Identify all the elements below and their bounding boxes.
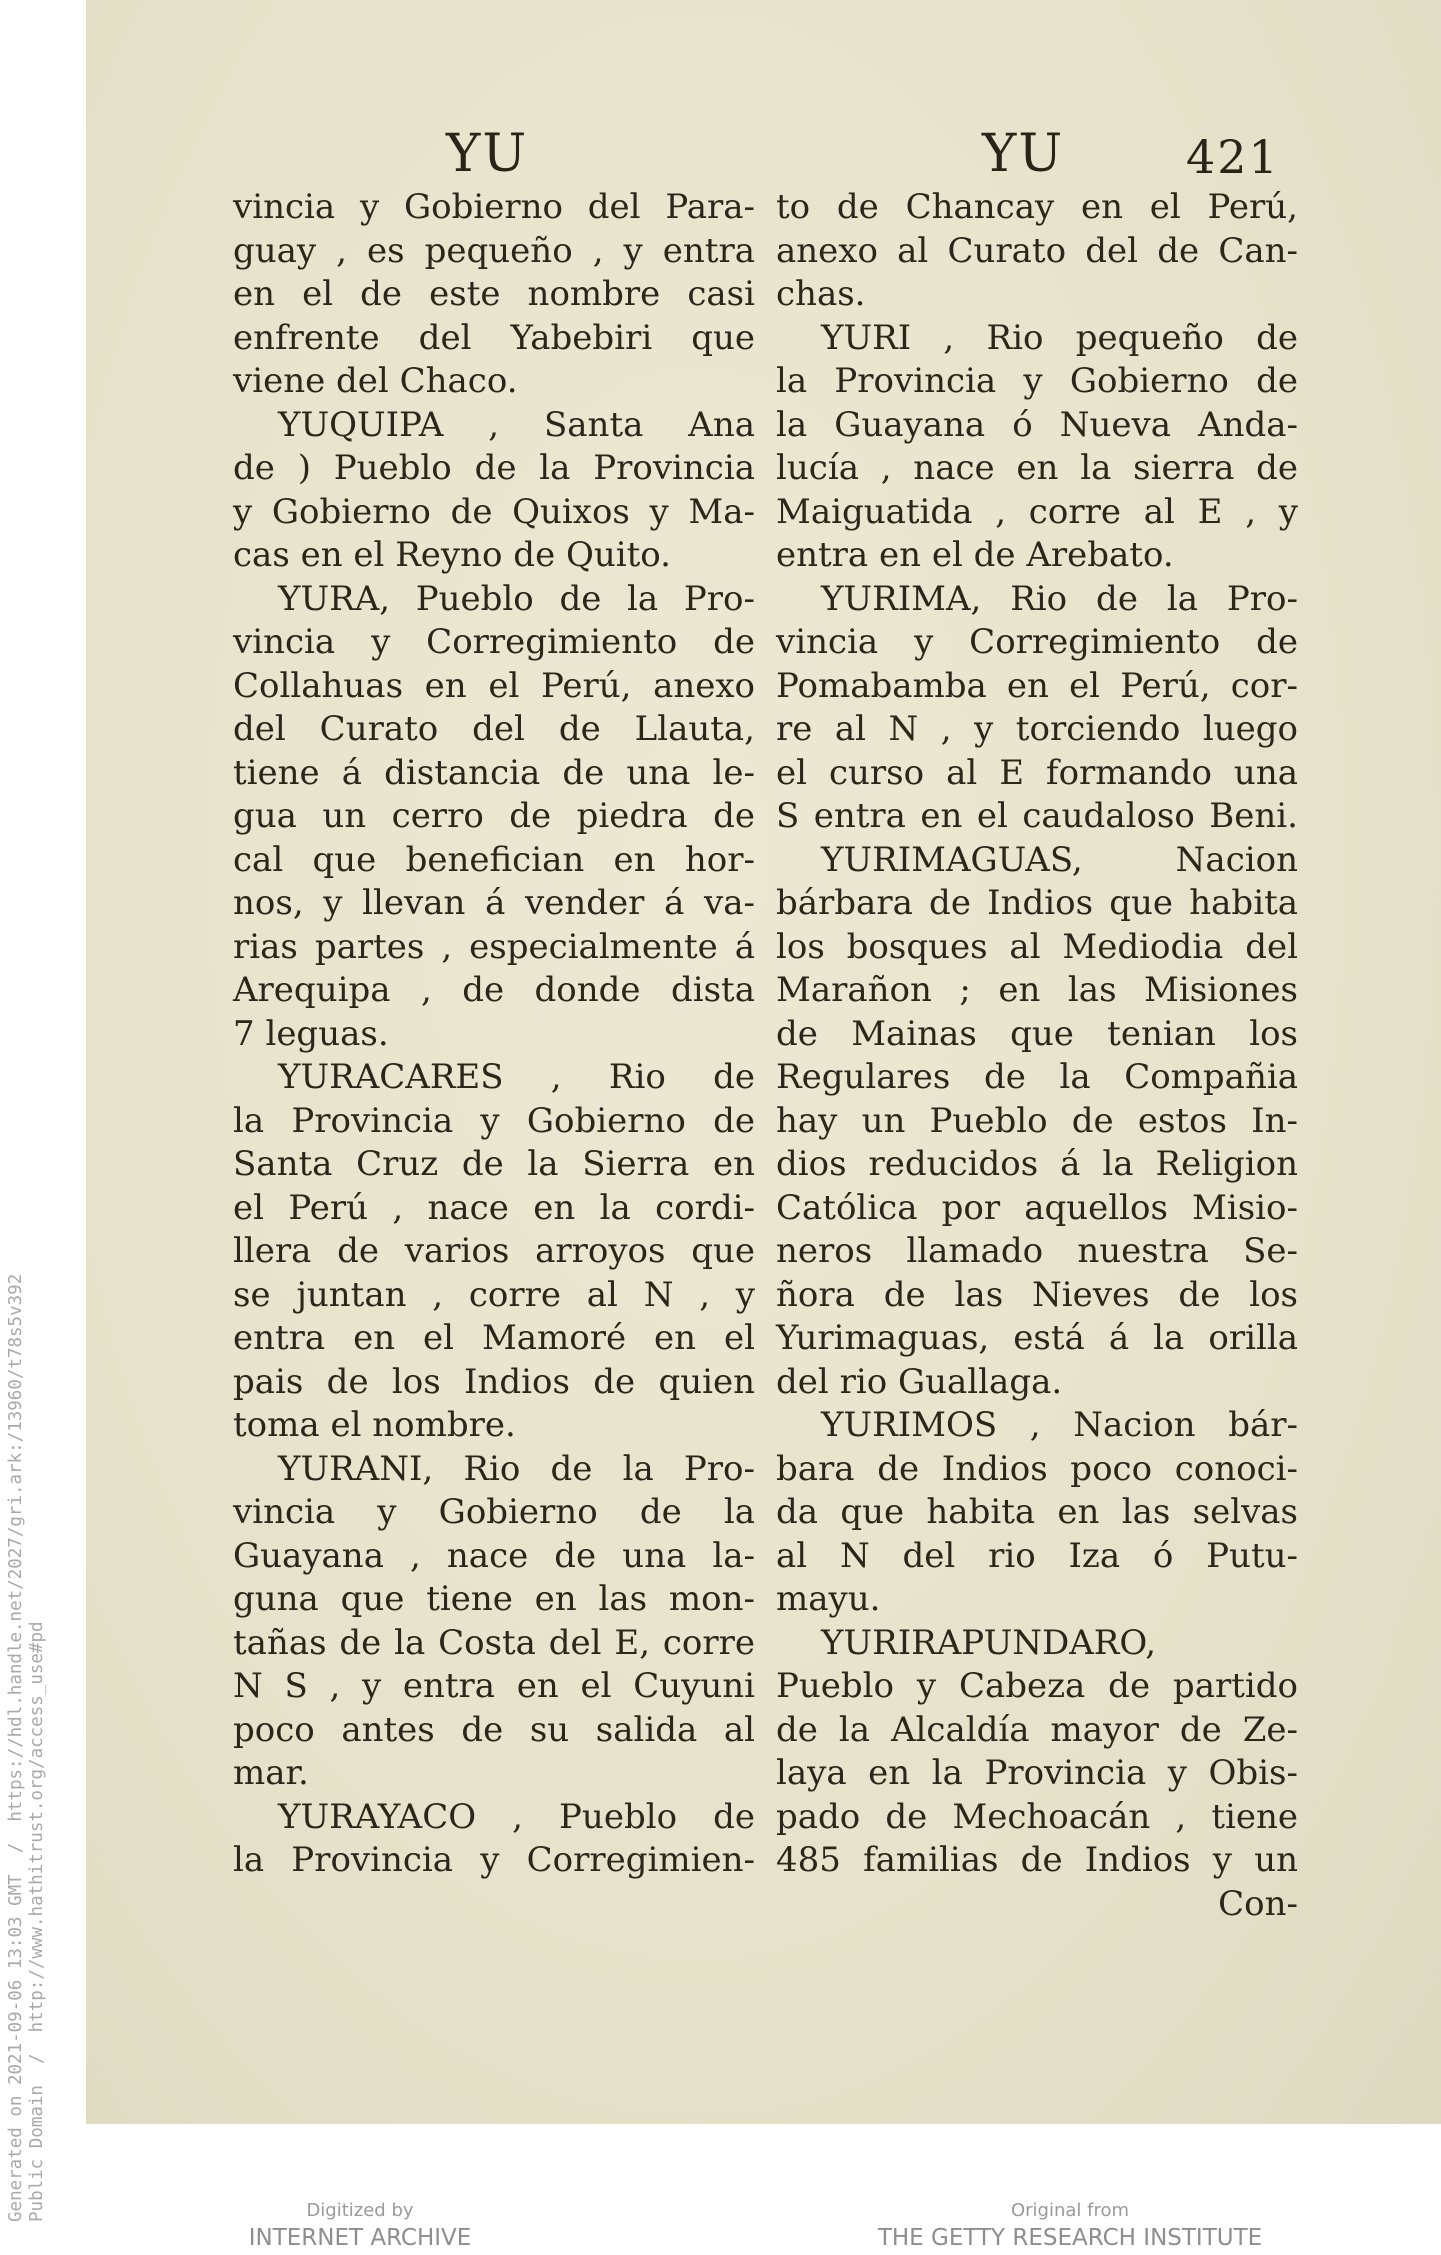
- text-line: YURIMOS , Nacion bár-: [821, 1405, 1298, 1445]
- text-line: ñora de las Nieves de los: [776, 1274, 1298, 1315]
- text-line: de Mainas que tenian los: [776, 1013, 1298, 1054]
- text-line: mar.: [233, 1753, 309, 1793]
- right-text-column: [776, 186, 1298, 1926]
- text-line: Maiguatida , corre al E , y: [776, 491, 1298, 532]
- text-line: la Provincia y Corregimien-: [233, 1840, 755, 1880]
- text-line: lucía , nace en la sierra de: [776, 448, 1298, 488]
- text-line: los bosques al Mediodia del: [776, 926, 1298, 967]
- text-line: Con-: [1218, 1883, 1298, 1924]
- text-line: bárbara de Indios que habita: [776, 883, 1298, 923]
- access-watermark: [0, 0, 86, 2255]
- text-line: da que habita en las selvas: [776, 1492, 1298, 1532]
- text-line: el curso al E formando una: [776, 752, 1298, 793]
- text-line: pado de Mechoacán , tiene: [776, 1796, 1298, 1837]
- left-text-column: [233, 186, 755, 1883]
- text-line: entra en el Mamoré en el: [233, 1318, 755, 1358]
- text-line: Yurimaguas, está á la orilla: [776, 1318, 1298, 1358]
- digitized-by-label: Digitized by: [306, 2200, 414, 2221]
- text-line: tiene á distancia de una le-: [233, 752, 755, 793]
- text-line: enfrente del Yabebiri que: [233, 317, 755, 358]
- text-line: llera de varios arroyos que: [233, 1231, 755, 1271]
- text-line: del Curato del de Llauta,: [233, 709, 755, 749]
- text-line: Collahuas en el Perú, anexo: [233, 665, 755, 706]
- text-line: rias partes , especialmente á: [233, 926, 755, 967]
- text-line: to de Chancay en el Perú,: [776, 187, 1298, 227]
- text-line: hay un Pueblo de estos In-: [776, 1100, 1298, 1141]
- text-line: del rio Guallaga.: [776, 1361, 1063, 1402]
- text-line: bara de Indios poco conoci-: [776, 1448, 1298, 1489]
- text-line: vincia y Gobierno de la: [233, 1492, 755, 1532]
- text-line: el Perú , nace en la cordi-: [233, 1187, 755, 1228]
- text-line: la Guayana ó Nueva Anda-: [776, 404, 1298, 445]
- text-line: Marañon ; en las Misiones: [776, 970, 1298, 1010]
- original-source-credit: [860, 2200, 1280, 2251]
- text-line: chas.: [776, 274, 866, 314]
- watermark-text: [6, 1082, 48, 2222]
- text-line: entra en el de Arebato.: [776, 535, 1174, 575]
- text-line: YURA, Pueblo de la Pro-: [278, 578, 755, 619]
- text-line: anexo al Curato del de Can-: [776, 230, 1298, 271]
- text-line: la Provincia y Gobierno de: [233, 1100, 755, 1141]
- text-line: de la Alcaldía mayor de Ze-: [776, 1709, 1298, 1750]
- text-line: gua un cerro de piedra de: [233, 796, 755, 836]
- text-line: YURANI, Rio de la Pro-: [278, 1448, 755, 1489]
- text-line: guay , es pequeño , y entra: [233, 230, 755, 271]
- text-line: viene del Chaco.: [233, 361, 518, 401]
- text-line: YURIRAPUNDARO,: [821, 1622, 1157, 1663]
- text-line: vincia y Gobierno del Para-: [233, 187, 755, 227]
- running-head-left: YU: [446, 124, 529, 184]
- text-line: en el de este nombre casi: [233, 274, 755, 314]
- digitizer-credit: [210, 2200, 510, 2251]
- getty-institute-label: THE GETTY RESEARCH INSTITUTE: [877, 2225, 1263, 2251]
- text-line: al N del rio Iza ó Putu-: [776, 1535, 1298, 1576]
- text-line: Arequipa , de donde dista: [233, 970, 755, 1010]
- text-line: cal que benefician en hor-: [233, 839, 755, 880]
- text-line: vincia y Corregimiento de: [233, 622, 755, 662]
- text-line: laya en la Provincia y Obis-: [776, 1753, 1298, 1793]
- text-line: toma el nombre.: [233, 1405, 516, 1445]
- internet-archive-label: INTERNET ARCHIVE: [248, 2225, 472, 2251]
- text-line: YURAYACO , Pueblo de: [278, 1796, 755, 1837]
- text-line: YURIMA, Rio de la Pro-: [821, 578, 1298, 619]
- text-line: pais de los Indios de quien: [233, 1361, 755, 1402]
- text-line: Guayana , nace de una la-: [233, 1535, 755, 1576]
- text-line: 485 familias de Indios y un: [776, 1840, 1298, 1880]
- text-line: guna que tiene en las mon-: [233, 1579, 755, 1619]
- text-line: S entra en el caudaloso Beni.: [776, 796, 1298, 836]
- text-line: la Provincia y Gobierno de: [776, 361, 1298, 401]
- text-line: YURIMAGUAS, Nacion: [821, 839, 1298, 880]
- running-head-right: YU: [982, 124, 1065, 184]
- text-line: vincia y Corregimiento de: [776, 622, 1298, 662]
- text-line: cas en el Reyno de Quito.: [233, 535, 671, 575]
- text-line: y Gobierno de Quixos y Ma-: [233, 491, 755, 532]
- text-line: Santa Cruz de la Sierra en: [233, 1144, 755, 1184]
- text-line: neros llamado nuestra Se-: [776, 1231, 1298, 1271]
- text-line: YURACARES , Rio de: [278, 1057, 755, 1097]
- text-line: N S , y entra en el Cuyuni: [233, 1666, 755, 1706]
- watermark-line-2: Public Domain / http://www.hathitrust.org/access_use#pd: [27, 1621, 47, 2222]
- text-line: de ) Pueblo de la Provincia: [233, 448, 755, 488]
- text-line: dios reducidos á la Religion: [776, 1144, 1298, 1184]
- text-line: poco antes de su salida al: [233, 1709, 755, 1750]
- text-line: 7 leguas.: [233, 1013, 389, 1054]
- text-line: re al N , y torciendo luego: [776, 709, 1298, 749]
- text-line: Pueblo y Cabeza de partido: [776, 1666, 1298, 1706]
- text-line: se juntan , corre al N , y: [233, 1274, 755, 1315]
- watermark-line-1: Generated on 2021-09-06 13:03 GMT / https://hdl.handle.net/2027/gri.ark:/13960/t78s5v392: [6, 1273, 26, 2222]
- text-line: Pomabamba en el Perú, cor-: [776, 665, 1298, 706]
- text-line: YUQUIPA , Santa Ana: [278, 404, 755, 445]
- text-line: mayu.: [776, 1579, 881, 1619]
- page-number: 421: [1186, 130, 1280, 184]
- original-from-label: Original from: [1010, 2200, 1130, 2221]
- text-line: YURI , Rio pequeño de: [821, 317, 1298, 358]
- text-line: tañas de la Costa del E, corre: [233, 1622, 755, 1663]
- text-line: nos, y llevan á vender á va-: [233, 883, 755, 923]
- text-line: Católica por aquellos Misio-: [776, 1187, 1298, 1228]
- text-line: Regulares de la Compañia: [776, 1057, 1298, 1097]
